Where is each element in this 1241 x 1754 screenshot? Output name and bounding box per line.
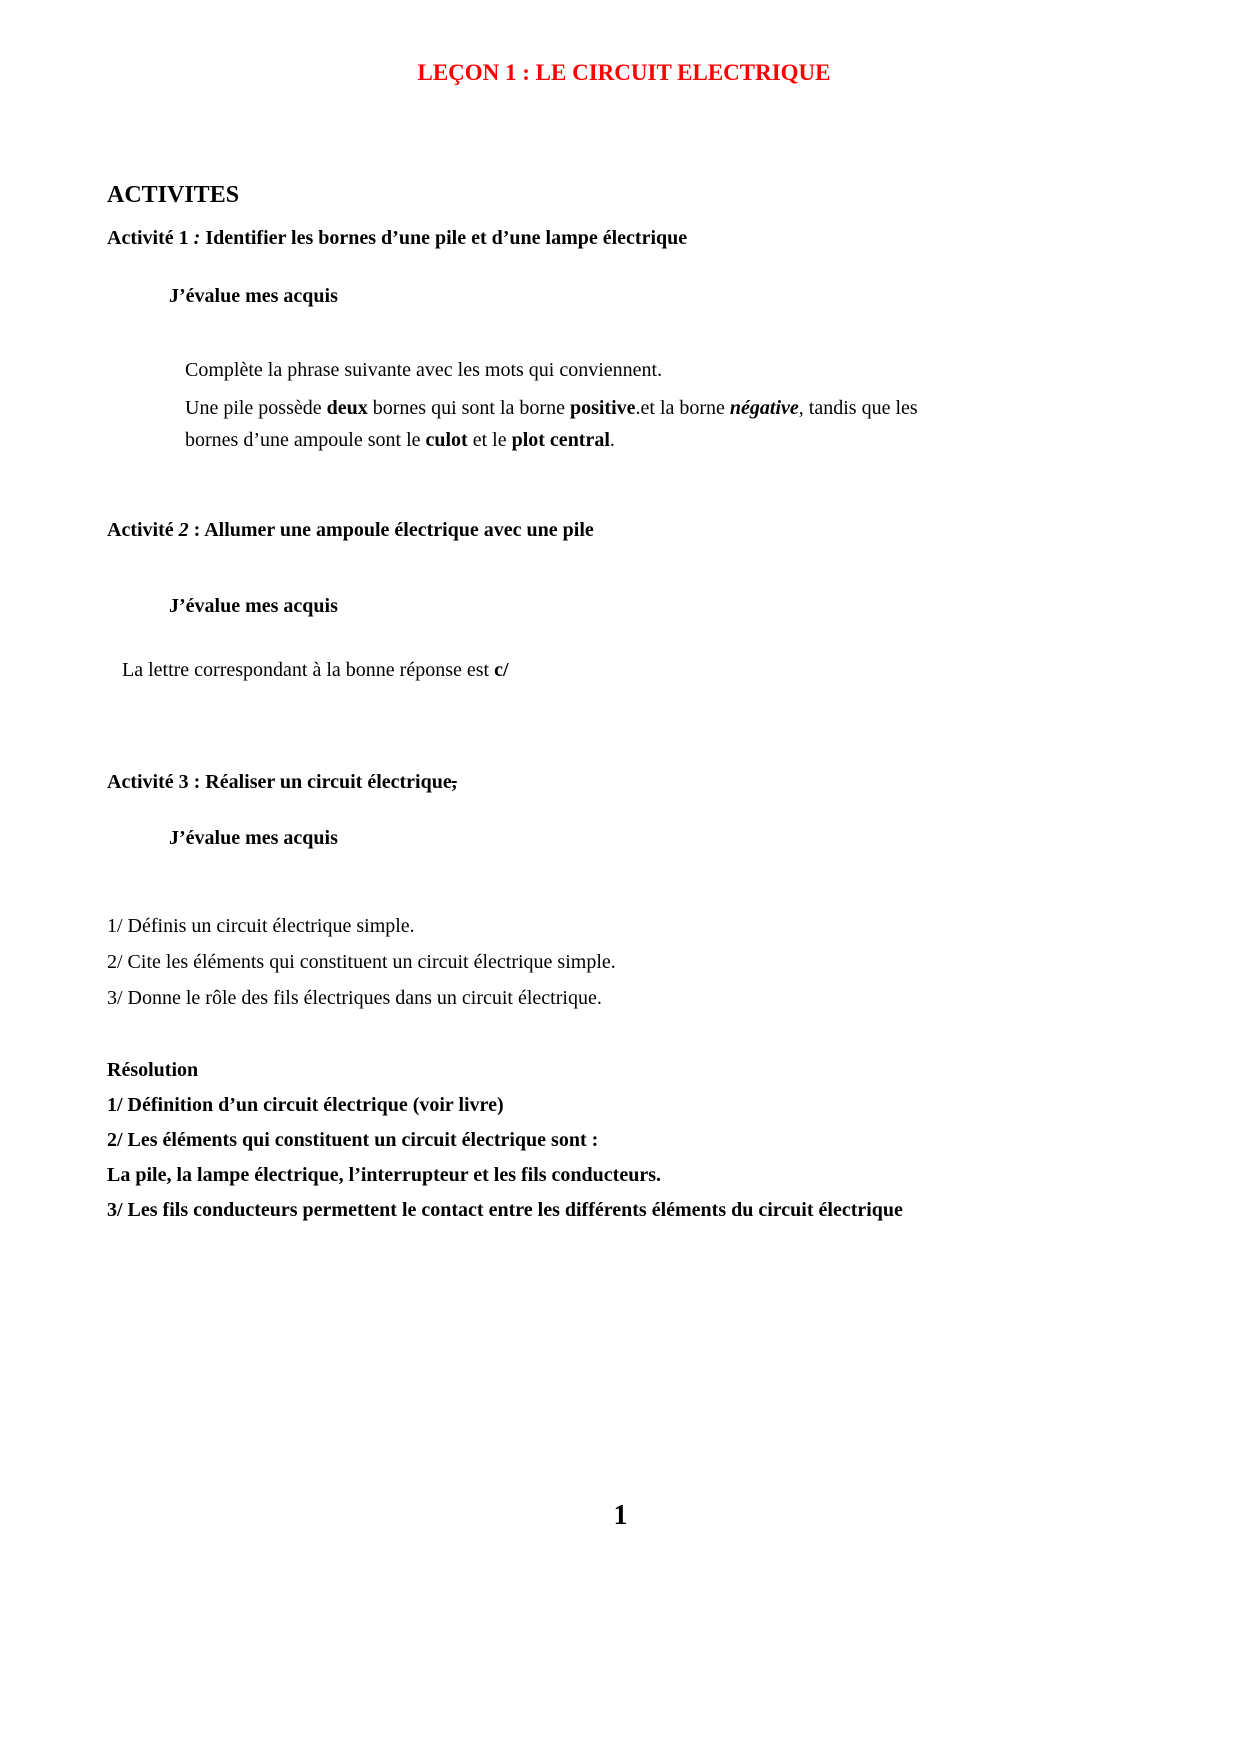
text-segment: Activité 1 <box>107 227 194 249</box>
question-2: 2/ Cite les éléments qui constituent un circuit électrique simple. <box>107 951 616 973</box>
text-segment: et le <box>467 429 512 451</box>
text-segment: culot <box>425 429 468 451</box>
text-segment: Activité <box>107 519 179 541</box>
text-segment: : Allumer une ampoule électrique avec une pile <box>188 519 594 541</box>
activity-1-fill-in-answer <box>185 392 955 456</box>
resolution-lines <box>107 1091 1141 1224</box>
text-segment: négative <box>729 397 799 419</box>
text-segment: Une pile possède <box>185 397 327 419</box>
resolution-line-4: 3/ Les fils conducteurs permettent le contact entre les différents éléments du circuit électrique <box>107 1199 903 1221</box>
activity-1-instruction: Complète la phrase suivante avec les mots qui conviennent. <box>185 359 663 381</box>
resolution-line-3: La pile, la lampe électrique, l’interrupteur et les fils conducteurs. <box>107 1164 661 1186</box>
activity-3-heading <box>107 768 1141 796</box>
text-segment: bornes qui sont la borne <box>367 397 570 419</box>
text-segment: Identifier les bornes d’une pile et d’une lampe électrique <box>200 227 688 249</box>
activity-1-subheading: J’évalue mes acquis <box>169 285 338 307</box>
text-segment: : <box>193 227 201 249</box>
activity-2-answer <box>122 656 1141 684</box>
resolution-line-1: 1/ Définition d’un circuit électrique (voir livre) <box>107 1094 504 1116</box>
text-segment: c/ <box>494 659 509 681</box>
text-segment: deux <box>326 397 368 419</box>
activity-2-subheading: J’évalue mes acquis <box>169 595 338 617</box>
text-segment: plot central <box>511 429 610 451</box>
text-segment: , tandis que les bornes d’une ampoule sont le <box>185 397 918 451</box>
resolution-heading: Résolution <box>107 1059 199 1081</box>
activity-1-heading <box>107 224 1141 252</box>
question-3: 3/ Donne le rôle des fils électriques dans un circuit électrique. <box>107 987 602 1009</box>
lesson-title: LEÇON 1 : LE CIRCUIT ELECTRIQUE <box>417 60 831 85</box>
page-number: 1 <box>613 1500 628 1531</box>
activites-heading: ACTIVITES <box>107 182 240 208</box>
resolution-line-2: 2/ Les éléments qui constituent un circuit électrique sont : <box>107 1129 599 1151</box>
text-segment: 2 <box>178 519 189 541</box>
activity-3-questions <box>107 912 1141 1012</box>
activity-3-subheading: J’évalue mes acquis <box>169 827 338 849</box>
text-segment: Activité 3 : Réaliser un circuit électrique <box>107 771 452 793</box>
question-1: 1/ Définis un circuit électrique simple. <box>107 915 415 937</box>
text-segment: , <box>451 771 457 793</box>
text-segment: positive <box>569 397 636 419</box>
text-segment: . <box>609 429 615 451</box>
text-segment: La lettre correspondant à la bonne réponse est <box>122 659 495 681</box>
activity-2-heading <box>107 516 1141 544</box>
text-segment: .et la borne <box>635 397 730 419</box>
